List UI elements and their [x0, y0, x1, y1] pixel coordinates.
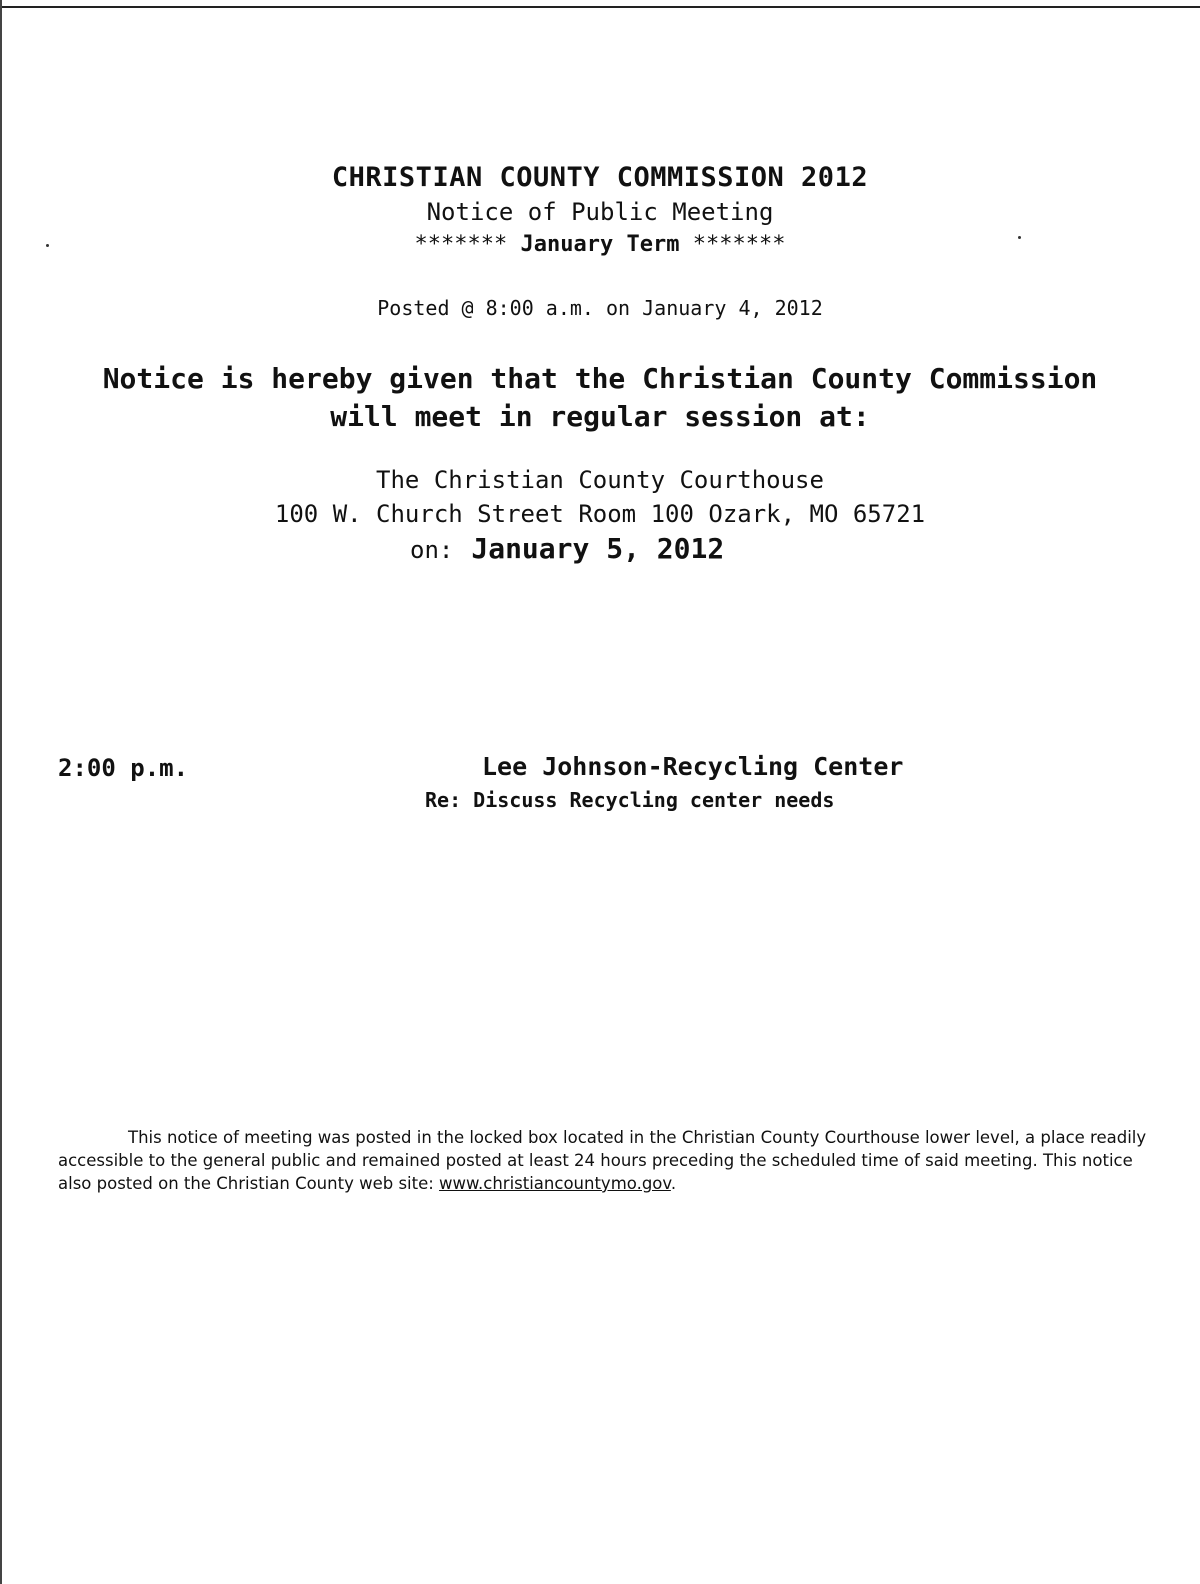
notice-intro-line-1: Notice is hereby given that the Christian County Commission: [102, 362, 1098, 395]
meeting-date-line: [410, 532, 724, 565]
term-name: January Term: [520, 232, 680, 257]
document-title: CHRISTIAN COUNTY COMMISSION 2012: [331, 162, 869, 193]
document-subtitle: Notice of Public Meeting: [426, 198, 774, 226]
notice-intro: [0, 360, 1200, 436]
meeting-date: January 5, 2012: [471, 532, 725, 565]
agenda-item-time: 2:00 p.m.: [58, 754, 189, 782]
website-link[interactable]: www.christiancountymo.gov: [439, 1174, 671, 1193]
scan-top-border: [0, 6, 1200, 8]
term-line: [0, 232, 1200, 257]
agenda-item-topic: Lee Johnson-Recycling Center: [482, 752, 904, 781]
posting-notice-text: This notice of meeting was posted in the locked box located in the Christian County Courthouse lower level, a place readily accessible to the general public and remained posted at least 24 hours preceding the scheduled time of said meeting. This notice also posted on the Christian County web site:: [58, 1128, 1147, 1193]
meeting-date-label: on:: [410, 536, 454, 564]
posting-notice-paragraph: [58, 1126, 1158, 1195]
term-stars-left: *******: [414, 232, 508, 257]
notice-intro-line-2: will meet in regular session at:: [330, 400, 870, 433]
location-name: The Christian County Courthouse: [376, 466, 824, 494]
location-address: 100 W. Church Street Room 100 Ozark, MO 65721: [274, 500, 926, 528]
posting-notice-end: .: [670, 1174, 677, 1193]
agenda-item-re: Re: Discuss Recycling center needs: [425, 788, 835, 812]
posted-timestamp: Posted @ 8:00 a.m. on January 4, 2012: [377, 296, 823, 320]
term-stars-right: *******: [692, 232, 786, 257]
